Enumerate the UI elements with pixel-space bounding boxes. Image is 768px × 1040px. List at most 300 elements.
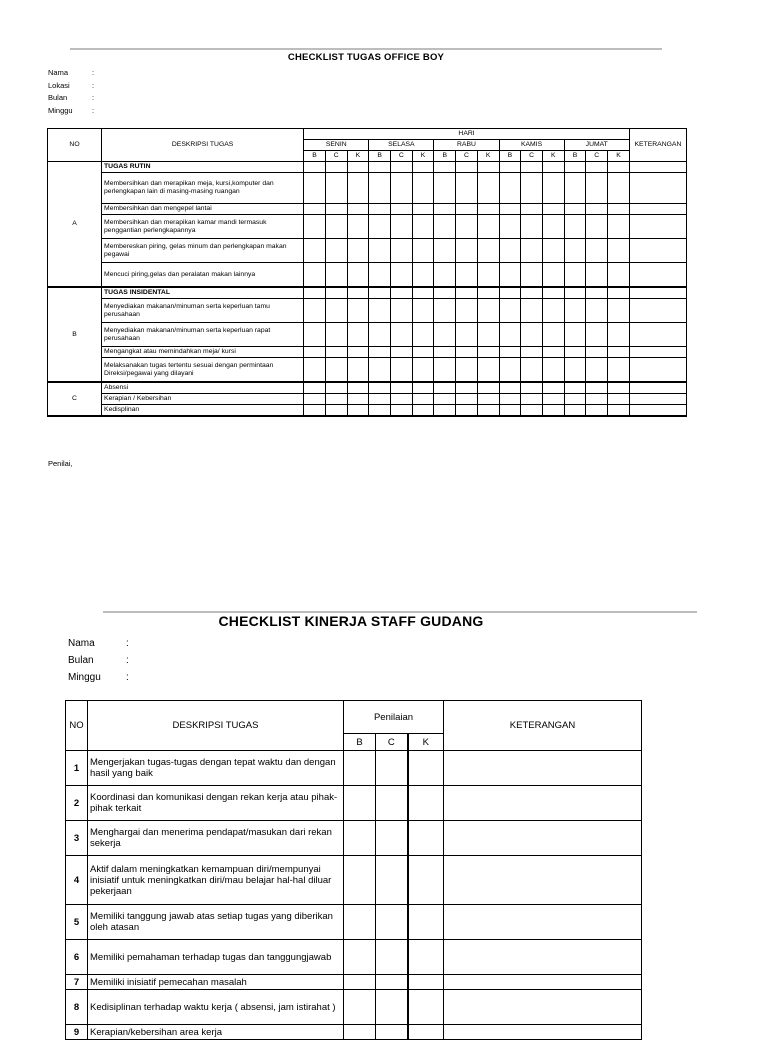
check-cell[interactable] — [325, 215, 347, 239]
check-cell[interactable] — [304, 239, 326, 263]
check-cell[interactable] — [391, 173, 413, 204]
check-cell[interactable] — [499, 299, 521, 323]
check-cell[interactable] — [521, 173, 543, 204]
form2-meta — [68, 635, 129, 686]
check-cell[interactable] — [325, 405, 347, 417]
check-cell[interactable] — [542, 162, 564, 173]
check-cell[interactable] — [586, 173, 608, 204]
check-cell[interactable] — [434, 215, 456, 239]
check-cell[interactable] — [521, 358, 543, 383]
check-cell[interactable] — [456, 405, 478, 417]
check-cell[interactable] — [499, 382, 521, 394]
check-cell[interactable] — [608, 394, 630, 405]
task-description: Koordinasi dan komunikasi dengan rekan kerja atau pihak-pihak terkait — [88, 786, 344, 821]
check-cell[interactable] — [521, 287, 543, 299]
check-cell[interactable] — [369, 405, 391, 417]
form2-title: CHECKLIST KINERJA STAFF GUDANG — [218, 613, 484, 629]
check-cell[interactable] — [412, 382, 434, 394]
check-cell[interactable] — [344, 751, 376, 786]
check-cell[interactable] — [344, 990, 376, 1025]
form1-title: CHECKLIST TUGAS OFFICE BOY — [287, 52, 445, 63]
check-cell[interactable] — [586, 162, 608, 173]
check-cell[interactable] — [344, 905, 376, 940]
check-cell[interactable] — [521, 239, 543, 263]
check-cell[interactable] — [391, 323, 413, 347]
check-cell[interactable] — [376, 821, 408, 856]
check-cell[interactable] — [369, 299, 391, 323]
check-cell[interactable] — [325, 323, 347, 347]
section-code: B — [48, 287, 102, 382]
check-cell[interactable] — [325, 204, 347, 215]
check-cell[interactable] — [456, 394, 478, 405]
check-cell[interactable] — [304, 173, 326, 204]
check-cell[interactable] — [434, 358, 456, 383]
check-cell[interactable] — [499, 173, 521, 204]
check-cell[interactable] — [304, 263, 326, 288]
keterangan-cell[interactable] — [444, 940, 642, 975]
check-cell[interactable] — [586, 299, 608, 323]
check-cell[interactable] — [391, 358, 413, 383]
keterangan-cell[interactable] — [444, 786, 642, 821]
check-cell[interactable] — [412, 287, 434, 299]
check-cell[interactable] — [542, 263, 564, 288]
check-cell[interactable] — [564, 299, 586, 323]
check-cell[interactable] — [304, 347, 326, 358]
check-cell[interactable] — [564, 405, 586, 417]
check-cell[interactable] — [477, 347, 499, 358]
check-cell[interactable] — [408, 990, 444, 1025]
check-cell[interactable] — [542, 358, 564, 383]
check-cell[interactable] — [347, 204, 369, 215]
check-cell[interactable] — [304, 162, 326, 173]
meta-row-minggu — [48, 105, 94, 118]
check-cell[interactable] — [412, 405, 434, 417]
check-cell[interactable] — [542, 382, 564, 394]
check-cell[interactable] — [521, 405, 543, 417]
row-number: 5 — [66, 905, 88, 940]
check-cell[interactable] — [477, 263, 499, 288]
check-cell[interactable] — [608, 347, 630, 358]
top-rule — [70, 48, 662, 50]
keterangan-cell[interactable] — [629, 299, 686, 323]
keterangan-cell[interactable] — [629, 358, 686, 383]
check-cell[interactable] — [456, 263, 478, 288]
keterangan-cell[interactable] — [629, 263, 686, 288]
check-cell[interactable] — [304, 287, 326, 299]
keterangan-cell[interactable] — [629, 287, 686, 299]
check-cell[interactable] — [477, 394, 499, 405]
task-description: Mengerjakan tugas-tugas dengan tepat waktu dan dengan hasil yang baik — [88, 751, 344, 786]
check-cell[interactable] — [347, 299, 369, 323]
check-cell[interactable] — [608, 323, 630, 347]
check-cell[interactable] — [477, 215, 499, 239]
check-cell[interactable] — [434, 394, 456, 405]
check-cell[interactable] — [376, 990, 408, 1025]
task-description: Absensi — [102, 382, 304, 394]
check-cell[interactable] — [347, 358, 369, 383]
check-cell[interactable] — [304, 358, 326, 383]
check-cell[interactable] — [542, 394, 564, 405]
check-cell[interactable] — [376, 1025, 408, 1040]
check-cell[interactable] — [412, 323, 434, 347]
check-cell[interactable] — [564, 394, 586, 405]
check-cell[interactable] — [304, 382, 326, 394]
check-cell[interactable] — [347, 215, 369, 239]
check-cell[interactable] — [434, 239, 456, 263]
check-cell[interactable] — [434, 173, 456, 204]
check-cell[interactable] — [456, 287, 478, 299]
check-cell[interactable] — [499, 204, 521, 215]
penilai-label: Penilai, — [48, 459, 73, 468]
check-cell[interactable] — [391, 382, 413, 394]
task-description: Memiliki pemahaman terhadap tugas dan tanggungjawab — [88, 940, 344, 975]
day-header: KAMIS — [499, 140, 564, 151]
meta-sep: : — [126, 655, 129, 666]
check-cell[interactable] — [369, 173, 391, 204]
check-cell[interactable] — [369, 162, 391, 173]
check-cell[interactable] — [325, 162, 347, 173]
check-cell[interactable] — [434, 405, 456, 417]
keterangan-cell[interactable] — [629, 215, 686, 239]
check-cell[interactable] — [608, 287, 630, 299]
keterangan-cell[interactable] — [629, 204, 686, 215]
check-cell[interactable] — [369, 394, 391, 405]
check-cell[interactable] — [521, 162, 543, 173]
keterangan-cell[interactable] — [629, 162, 686, 173]
check-cell[interactable] — [325, 263, 347, 288]
keterangan-cell[interactable] — [444, 821, 642, 856]
meta-label: Nama — [68, 638, 95, 649]
check-cell[interactable] — [542, 299, 564, 323]
check-cell[interactable] — [391, 287, 413, 299]
check-cell[interactable] — [347, 382, 369, 394]
check-cell[interactable] — [347, 162, 369, 173]
check-cell[interactable] — [456, 299, 478, 323]
task-row — [66, 905, 642, 940]
check-cell[interactable] — [408, 856, 444, 905]
check-cell[interactable] — [434, 299, 456, 323]
header-row — [66, 701, 642, 734]
check-cell[interactable] — [456, 173, 478, 204]
check-cell[interactable] — [499, 263, 521, 288]
check-cell[interactable] — [542, 204, 564, 215]
check-cell[interactable] — [542, 287, 564, 299]
check-cell[interactable] — [412, 347, 434, 358]
check-cell[interactable] — [477, 239, 499, 263]
check-cell[interactable] — [586, 405, 608, 417]
keterangan-cell[interactable] — [629, 323, 686, 347]
check-cell[interactable] — [325, 394, 347, 405]
check-cell[interactable] — [325, 358, 347, 383]
task-row — [48, 299, 687, 323]
check-cell[interactable] — [344, 975, 376, 990]
check-cell[interactable] — [325, 347, 347, 358]
task-row — [66, 786, 642, 821]
check-cell[interactable] — [344, 786, 376, 821]
keterangan-cell[interactable] — [629, 347, 686, 358]
check-cell[interactable] — [608, 382, 630, 394]
check-cell[interactable] — [434, 204, 456, 215]
check-cell[interactable] — [608, 405, 630, 417]
keterangan-cell[interactable] — [629, 239, 686, 263]
check-cell[interactable] — [542, 405, 564, 417]
keterangan-cell[interactable] — [444, 1025, 642, 1040]
check-cell[interactable] — [456, 204, 478, 215]
check-cell[interactable] — [369, 382, 391, 394]
check-cell[interactable] — [325, 382, 347, 394]
meta-label: Bulan — [48, 93, 68, 102]
check-cell[interactable] — [477, 358, 499, 383]
keterangan-cell[interactable] — [444, 856, 642, 905]
check-cell[interactable] — [304, 405, 326, 417]
check-cell[interactable] — [521, 263, 543, 288]
keterangan-cell[interactable] — [629, 173, 686, 204]
check-cell[interactable] — [608, 299, 630, 323]
check-cell[interactable] — [564, 162, 586, 173]
check-cell[interactable] — [608, 215, 630, 239]
row-number: 1 — [66, 751, 88, 786]
check-cell[interactable] — [542, 347, 564, 358]
check-cell[interactable] — [499, 394, 521, 405]
check-cell[interactable] — [586, 263, 608, 288]
check-cell[interactable] — [586, 323, 608, 347]
check-cell[interactable] — [521, 215, 543, 239]
check-cell[interactable] — [434, 382, 456, 394]
check-cell[interactable] — [564, 204, 586, 215]
check-cell[interactable] — [412, 204, 434, 215]
check-cell[interactable] — [347, 323, 369, 347]
check-cell[interactable] — [376, 975, 408, 990]
check-cell[interactable] — [412, 394, 434, 405]
check-cell[interactable] — [564, 215, 586, 239]
keterangan-cell[interactable] — [444, 990, 642, 1025]
check-cell[interactable] — [376, 786, 408, 821]
check-cell[interactable] — [542, 239, 564, 263]
check-cell[interactable] — [586, 215, 608, 239]
meta-row-bulan — [68, 652, 129, 669]
check-cell[interactable] — [391, 239, 413, 263]
check-cell[interactable] — [391, 299, 413, 323]
check-cell[interactable] — [344, 1025, 376, 1040]
check-cell[interactable] — [325, 287, 347, 299]
check-cell[interactable] — [325, 299, 347, 323]
check-cell[interactable] — [477, 162, 499, 173]
check-cell[interactable] — [408, 1025, 444, 1040]
check-cell[interactable] — [376, 940, 408, 975]
check-cell[interactable] — [477, 405, 499, 417]
check-cell[interactable] — [477, 287, 499, 299]
check-cell[interactable] — [608, 162, 630, 173]
check-cell[interactable] — [564, 358, 586, 383]
check-cell[interactable] — [344, 856, 376, 905]
keterangan-cell[interactable] — [444, 751, 642, 786]
check-cell[interactable] — [391, 204, 413, 215]
check-cell[interactable] — [347, 347, 369, 358]
check-cell[interactable] — [542, 173, 564, 204]
keterangan-cell[interactable] — [444, 975, 642, 990]
check-cell[interactable] — [434, 347, 456, 358]
keterangan-cell[interactable] — [444, 905, 642, 940]
bck-header: B — [344, 734, 376, 751]
check-cell[interactable] — [456, 162, 478, 173]
check-cell[interactable] — [325, 173, 347, 204]
check-cell[interactable] — [521, 323, 543, 347]
check-cell[interactable] — [456, 323, 478, 347]
check-cell[interactable] — [369, 347, 391, 358]
check-cell[interactable] — [608, 239, 630, 263]
task-description: Membersihkan dan mengepel lantai — [102, 204, 304, 215]
check-cell[interactable] — [412, 299, 434, 323]
meta-sep: : — [92, 105, 95, 115]
check-cell[interactable] — [477, 299, 499, 323]
check-cell[interactable] — [608, 263, 630, 288]
check-cell[interactable] — [412, 162, 434, 173]
check-cell[interactable] — [391, 394, 413, 405]
check-cell[interactable] — [376, 856, 408, 905]
task-description: Kedisplinan — [102, 405, 304, 417]
check-cell[interactable] — [325, 239, 347, 263]
check-cell[interactable] — [586, 358, 608, 383]
check-cell[interactable] — [408, 821, 444, 856]
check-cell[interactable] — [564, 323, 586, 347]
check-cell[interactable] — [304, 215, 326, 239]
check-cell[interactable] — [564, 173, 586, 204]
check-cell[interactable] — [412, 263, 434, 288]
check-cell[interactable] — [586, 287, 608, 299]
check-cell[interactable] — [499, 323, 521, 347]
check-cell[interactable] — [347, 287, 369, 299]
check-cell[interactable] — [434, 323, 456, 347]
check-cell[interactable] — [521, 394, 543, 405]
section-heading-row — [48, 162, 687, 173]
check-cell[interactable] — [499, 358, 521, 383]
col-header-penilaian: Penilaian — [344, 701, 444, 734]
task-row — [48, 358, 687, 383]
check-cell[interactable] — [408, 940, 444, 975]
check-cell[interactable] — [391, 263, 413, 288]
check-cell[interactable] — [304, 394, 326, 405]
check-cell[interactable] — [369, 215, 391, 239]
check-cell[interactable] — [412, 173, 434, 204]
check-cell[interactable] — [542, 215, 564, 239]
check-cell[interactable] — [564, 347, 586, 358]
task-row — [48, 347, 687, 358]
check-cell[interactable] — [499, 215, 521, 239]
check-cell[interactable] — [376, 751, 408, 786]
check-cell[interactable] — [586, 382, 608, 394]
check-cell[interactable] — [304, 204, 326, 215]
keterangan-cell[interactable] — [629, 405, 686, 417]
check-cell[interactable] — [391, 405, 413, 417]
check-cell[interactable] — [391, 162, 413, 173]
check-cell[interactable] — [369, 239, 391, 263]
section-heading-row — [48, 287, 687, 299]
task-description: Kerapian / Kebersihan — [102, 394, 304, 405]
check-cell[interactable] — [391, 215, 413, 239]
check-cell[interactable] — [369, 204, 391, 215]
task-row — [48, 263, 687, 288]
check-cell[interactable] — [477, 204, 499, 215]
check-cell[interactable] — [542, 323, 564, 347]
check-cell[interactable] — [499, 347, 521, 358]
check-cell[interactable] — [376, 905, 408, 940]
check-cell[interactable] — [456, 382, 478, 394]
check-cell[interactable] — [499, 162, 521, 173]
check-cell[interactable] — [408, 786, 444, 821]
check-cell[interactable] — [586, 204, 608, 215]
check-cell[interactable] — [456, 215, 478, 239]
check-cell[interactable] — [477, 382, 499, 394]
check-cell[interactable] — [347, 394, 369, 405]
check-cell[interactable] — [586, 239, 608, 263]
check-cell[interactable] — [521, 204, 543, 215]
meta-sep: : — [92, 93, 95, 102]
check-cell[interactable] — [369, 263, 391, 288]
check-cell[interactable] — [347, 173, 369, 204]
section-heading: TUGAS INSIDENTAL — [102, 287, 304, 299]
check-cell[interactable] — [369, 358, 391, 383]
check-cell[interactable] — [521, 382, 543, 394]
check-cell[interactable] — [477, 173, 499, 204]
check-cell[interactable] — [434, 287, 456, 299]
check-cell[interactable] — [456, 358, 478, 383]
check-cell[interactable] — [608, 204, 630, 215]
check-cell[interactable] — [564, 382, 586, 394]
check-cell[interactable] — [456, 347, 478, 358]
check-cell[interactable] — [499, 287, 521, 299]
check-cell[interactable] — [369, 287, 391, 299]
check-cell[interactable] — [521, 347, 543, 358]
check-cell[interactable] — [408, 751, 444, 786]
keterangan-cell[interactable] — [629, 394, 686, 405]
check-cell[interactable] — [408, 905, 444, 940]
check-cell[interactable] — [347, 405, 369, 417]
check-cell[interactable] — [521, 299, 543, 323]
check-cell[interactable] — [456, 239, 478, 263]
bck-header: C — [521, 151, 543, 162]
check-cell[interactable] — [477, 323, 499, 347]
check-cell[interactable] — [347, 263, 369, 288]
check-cell[interactable] — [434, 162, 456, 173]
check-cell[interactable] — [369, 323, 391, 347]
row-number: 2 — [66, 786, 88, 821]
check-cell[interactable] — [344, 940, 376, 975]
check-cell[interactable] — [304, 299, 326, 323]
check-cell[interactable] — [608, 173, 630, 204]
check-cell[interactable] — [344, 821, 376, 856]
check-cell[interactable] — [408, 975, 444, 990]
staff-gudang-table — [65, 700, 642, 1040]
check-cell[interactable] — [586, 394, 608, 405]
check-cell[interactable] — [499, 405, 521, 417]
check-cell[interactable] — [304, 323, 326, 347]
check-cell[interactable] — [564, 287, 586, 299]
keterangan-cell[interactable] — [629, 382, 686, 394]
check-cell[interactable] — [608, 358, 630, 383]
check-cell[interactable] — [347, 239, 369, 263]
check-cell[interactable] — [564, 239, 586, 263]
check-cell[interactable] — [412, 239, 434, 263]
check-cell[interactable] — [499, 239, 521, 263]
task-description: Mencuci piring,gelas dan peralatan makan lainnya — [102, 263, 304, 288]
check-cell[interactable] — [391, 347, 413, 358]
check-cell[interactable] — [564, 263, 586, 288]
check-cell[interactable] — [434, 263, 456, 288]
meta-row-bulan — [48, 92, 94, 105]
check-cell[interactable] — [412, 215, 434, 239]
check-cell[interactable] — [586, 347, 608, 358]
check-cell[interactable] — [412, 358, 434, 383]
